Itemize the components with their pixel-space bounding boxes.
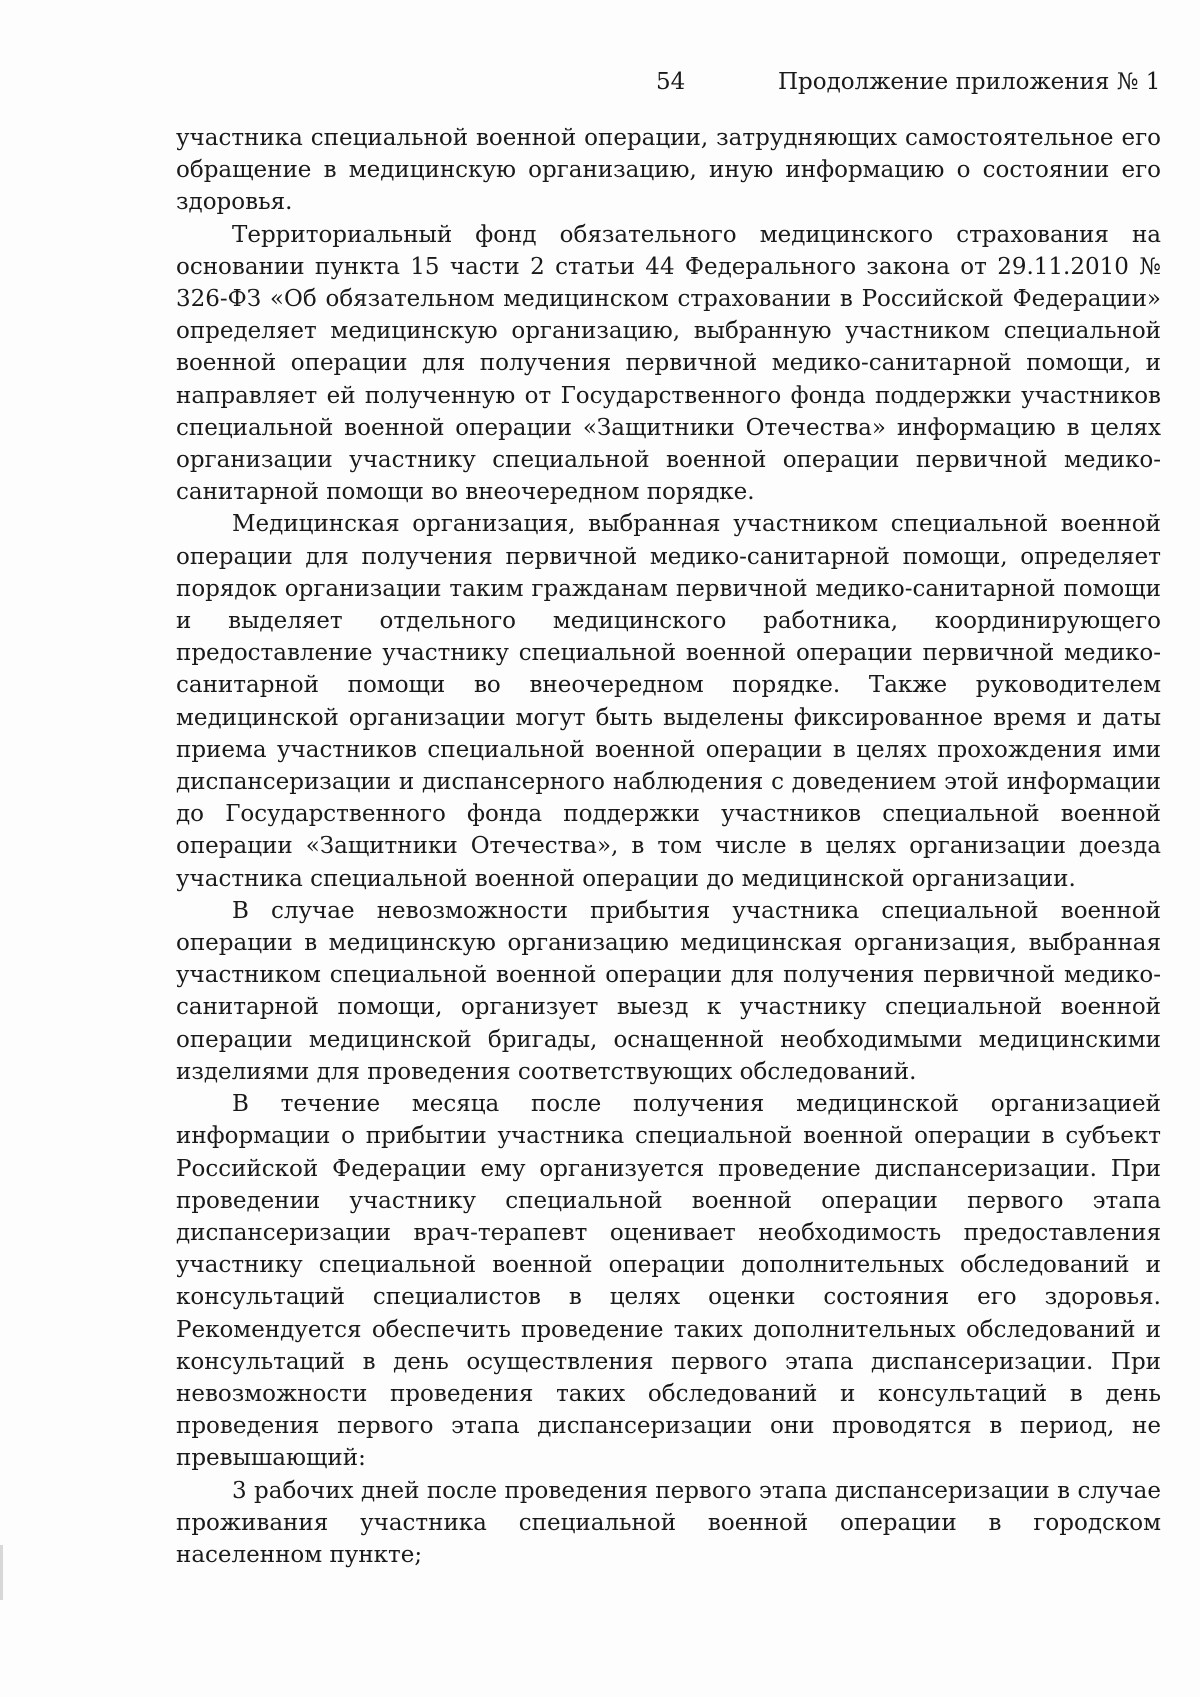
page-number: 54	[656, 69, 686, 95]
paragraph: участника специальной военной операции, затрудняющих самостоятельное его обращение в медицинскую организацию, иную информацию о состоянии его здоровья.	[176, 125, 1161, 216]
paragraph: Территориальный фонд обязательного медицинского страхования на основании пункта 15 части 2 статьи 44 Федерального закона от 29.11.2010 № 326-ФЗ «Об обязательном медицинском страховании в Российской Федерации» определяет медицинскую организацию, выбранную участником специальной военной операции для получения первичной медико-санитарной помощи, и направляет ей полученную от Государственного фонда поддержки участников специальной военной операции «Защитники Отечества» информацию в целях организации участнику специальной военной операции первичной медико-санитарной помощи во внеочередном порядке.	[176, 221, 1161, 506]
paragraph: В случае невозможности прибытия участника специальной военной операции в медицинскую организацию медицинская организация, выбранная участником специальной военной операции для получения первичной медико-санитарной помощи, организует выезд к участнику специальной военной операции медицинской бригады, оснащенной необходимыми медицинскими изделиями для проведения соответствующих обследований.	[176, 897, 1161, 1085]
document-body	[176, 122, 1161, 1571]
paragraph: В течение месяца после получения медицинской организацией информации о прибытии участника специальной военной операции в субъект Российской Федерации ему организуется проведение диспансеризации. При проведении участнику специальной военной операции первого этапа диспансеризации врач-терапевт оценивает необходимость предоставления участнику специальной военной операции дополнительных обследований и консультаций специалистов в целях оценки состояния его здоровья. Рекомендуется обеспечить проведение таких дополнительных обследований и консультаций в день осуществления первого этапа диспансеризации. При невозможности проведения таких обследований и консультаций в день проведения первого этапа диспансеризации они проводятся в период, не превышающий:	[176, 1091, 1161, 1472]
page-header	[0, 64, 1200, 100]
paragraph: 3 рабочих дней после проведения первого этапа диспансеризации в случае проживания участника специальной военной операции в городском населенном пункте;	[176, 1477, 1161, 1568]
paragraph: Медицинская организация, выбранная участником специальной военной операции для получения первичной медико-санитарной помощи, определяет порядок организации таким гражданам первичной медико-санитарной помощи и выделяет отдельного медицинского работника, координирующего предоставление участнику специальной военной операции первичной медико-санитарной помощи во внеочередном порядке. Также руководителем медицинской организации могут быть выделены фиксированное время и даты приема участников специальной военной операции в целях прохождения ими диспансеризации и диспансерного наблюдения с доведением этой информации до Государственного фонда поддержки участников специальной военной операции «Защитники Отечества», в том числе в целях организации доезда участника специальной военной операции до медицинской организации.	[176, 511, 1161, 892]
appendix-continuation-label: Продолжение приложения № 1	[778, 69, 1161, 95]
scan-margin-mark	[0, 1545, 3, 1600]
